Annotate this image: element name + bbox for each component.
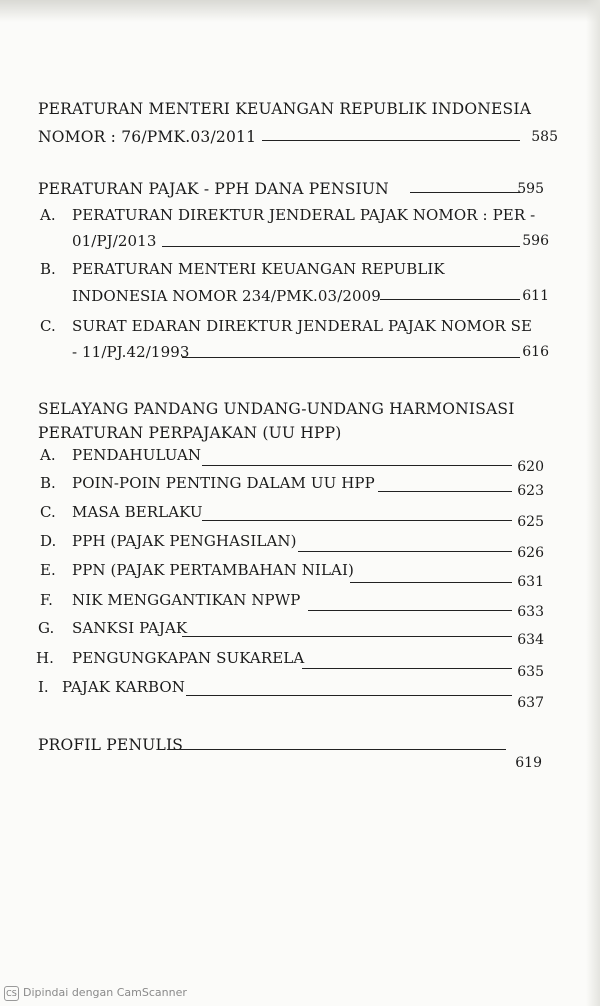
toc-item-c bbox=[0, 500, 600, 530]
item-title: MASA BERLAKU bbox=[72, 503, 203, 521]
item-letter: A. bbox=[40, 446, 56, 464]
item-letter: D. bbox=[40, 532, 57, 550]
leader-line bbox=[202, 465, 512, 466]
item-title: SURAT EDARAN DIREKTUR JENDERAL PAJAK NOMOR SE bbox=[72, 317, 533, 335]
leader-line bbox=[170, 749, 506, 750]
leader-line bbox=[378, 491, 512, 492]
item-title: 01/PJ/2013 bbox=[72, 232, 157, 250]
page-number: 620 bbox=[517, 459, 544, 475]
item-letter: E. bbox=[40, 561, 56, 579]
item-title: INDONESIA NOMOR 234/PMK.03/2009 bbox=[72, 287, 381, 305]
page-number: 631 bbox=[517, 574, 544, 590]
leader-line bbox=[182, 357, 520, 358]
leader-line bbox=[308, 610, 512, 611]
item-title: PPH (PAJAK PENGHASILAN) bbox=[72, 532, 297, 550]
page-number: 595 bbox=[517, 181, 544, 197]
leader-line bbox=[350, 582, 512, 583]
toc-item-a bbox=[0, 443, 600, 475]
leader-line bbox=[302, 668, 512, 669]
toc-entry-c-line1 bbox=[0, 314, 600, 338]
page-number: 623 bbox=[517, 483, 544, 499]
page-number: 585 bbox=[531, 129, 558, 145]
section-title: PERATURAN PERPAJAKAN (UU HPP) bbox=[38, 424, 342, 442]
toc-entry-pmk-line2 bbox=[0, 125, 600, 149]
section-title: PERATURAN PAJAK - PPH DANA PENSIUN bbox=[38, 180, 389, 198]
page-number: 635 bbox=[517, 664, 544, 680]
item-letter: H. bbox=[36, 649, 54, 667]
leader-line bbox=[262, 140, 520, 141]
item-title: PERATURAN MENTERI KEUANGAN REPUBLIK bbox=[72, 260, 445, 278]
toc-entry-b-line2 bbox=[0, 284, 600, 308]
page-number: 596 bbox=[522, 233, 549, 249]
item-letter: B. bbox=[40, 474, 56, 492]
camscanner-logo-icon: CS bbox=[4, 986, 19, 1001]
toc-entry-uu-hpp-line1 bbox=[0, 397, 600, 421]
section-title: PROFIL PENULIS bbox=[38, 736, 184, 754]
toc-item-d bbox=[0, 529, 600, 561]
page-number: 625 bbox=[517, 514, 544, 530]
toc-item-f bbox=[0, 588, 600, 620]
toc-entry-pmk-line1 bbox=[0, 97, 600, 121]
item-letter: A. bbox=[40, 206, 56, 224]
item-title: PERATURAN DIREKTUR JENDERAL PAJAK NOMOR : PER - bbox=[72, 206, 536, 224]
leader-line bbox=[182, 636, 512, 637]
entry-title: PERATURAN MENTERI KEUANGAN REPUBLIK INDONESIA bbox=[38, 100, 532, 118]
item-letter: C. bbox=[40, 503, 56, 521]
toc-item-i bbox=[0, 675, 600, 711]
toc-entry-b-line1 bbox=[0, 257, 600, 281]
page-number: 611 bbox=[522, 288, 549, 304]
item-letter: B. bbox=[40, 260, 56, 278]
page-top-shadow bbox=[0, 0, 600, 22]
page-number: 619 bbox=[515, 755, 542, 771]
leader-line bbox=[186, 695, 512, 696]
leader-line bbox=[380, 299, 520, 300]
section-title: SELAYANG PANDANG UNDANG-UNDANG HARMONISASI bbox=[38, 400, 515, 418]
item-title: PENGUNGKAPAN SUKARELA bbox=[72, 649, 305, 667]
item-title: PAJAK KARBON bbox=[62, 678, 186, 696]
item-letter: G. bbox=[38, 619, 55, 637]
item-letter: C. bbox=[40, 317, 56, 335]
camscanner-watermark bbox=[4, 984, 187, 1002]
item-letter: F. bbox=[40, 591, 53, 609]
toc-item-b bbox=[0, 471, 600, 499]
item-title: PPN (PAJAK PERTAMBAHAN NILAI) bbox=[72, 561, 354, 579]
page-number: 634 bbox=[517, 632, 544, 648]
entry-title: NOMOR : 76/PMK.03/2011 bbox=[38, 128, 257, 146]
page-number: 626 bbox=[517, 545, 544, 561]
toc-entry-c-line2 bbox=[0, 340, 600, 364]
page-number: 616 bbox=[522, 344, 549, 360]
page-number: 633 bbox=[517, 604, 544, 620]
page-number: 637 bbox=[517, 695, 544, 711]
watermark-text: Dipindai dengan CamScanner bbox=[23, 986, 187, 999]
toc-item-e bbox=[0, 558, 600, 590]
item-letter: I. bbox=[38, 678, 49, 696]
toc-entry-dana-pensiun bbox=[0, 177, 600, 201]
item-title: POIN-POIN PENTING DALAM UU HPP bbox=[72, 474, 375, 492]
toc-item-h bbox=[0, 646, 600, 680]
toc-entry-profil bbox=[0, 733, 600, 771]
leader-line bbox=[298, 551, 512, 552]
toc-item-g bbox=[0, 616, 600, 648]
item-title: - 11/PJ.42/1993 bbox=[72, 343, 190, 361]
leader-line bbox=[162, 246, 520, 247]
leader-line bbox=[202, 520, 512, 521]
toc-entry-a-line1 bbox=[0, 203, 600, 227]
item-title: PENDAHULUAN bbox=[72, 446, 202, 464]
item-title: SANKSI PAJAK bbox=[72, 619, 188, 637]
toc-entry-a-line2 bbox=[0, 229, 600, 253]
toc-entry-uu-hpp-line2 bbox=[0, 421, 600, 445]
item-title: NIK MENGGANTIKAN NPWP bbox=[72, 591, 301, 609]
